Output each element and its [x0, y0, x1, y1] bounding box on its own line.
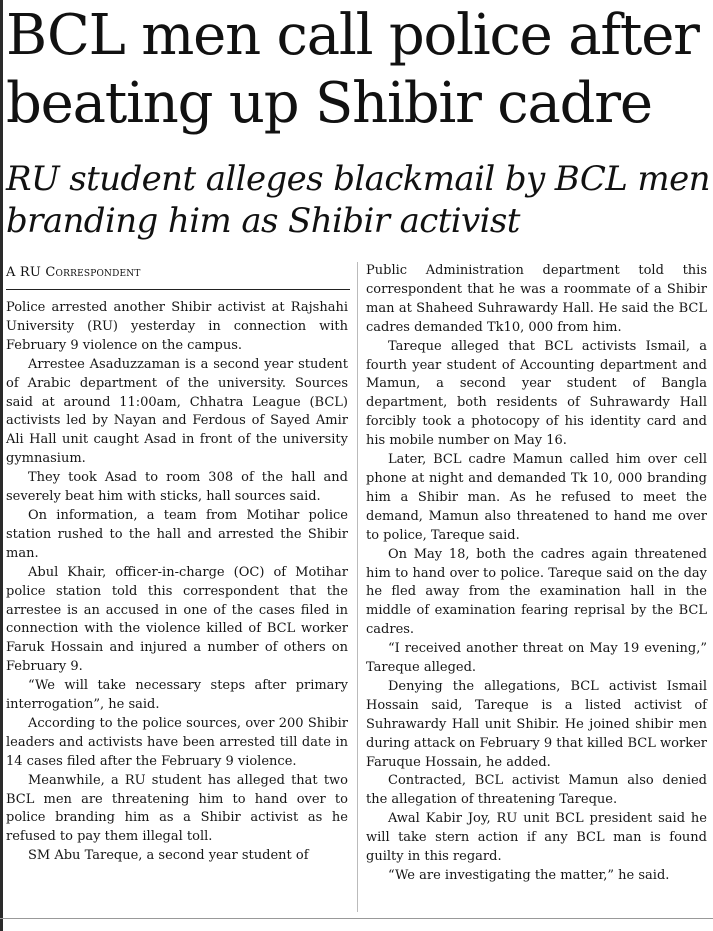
- paragraph: SM Abu Tareque, a second year student of: [28, 848, 309, 864]
- paragraph: Arrestee Asaduzzaman is a second year student of Arabic department of the university. Sources said at around 11:00am, Chhatra League (BCL) activists led by Nayan and Ferdous of Sayed Amir Ali Hall unit caught Asad in front of the university gymnasium.: [6, 356, 348, 467]
- paragraph: On May 18, both the cadres again threatened him to hand over to police. Tareque said on the day he fled away from the examination hall in the middle of examination fearing reprisal by the BCL cadres.: [366, 546, 707, 638]
- page-left-edge: [0, 0, 3, 931]
- byline-rule: [6, 289, 350, 290]
- paragraph: Later, BCL cadre Mamun called him over cell phone at night and demanded Tk 10, 000 branding him a Shibir man. As he refused to meet the demand, Mamun also threatened to hand me over to police, Tareque said.: [366, 452, 707, 543]
- paragraph: Abul Khair, officer-in-charge (OC) of Motihar police station told this correspondent that the arrestee is an accused in one of the cases filed in connection with the violence killed of BCL worker Faruk Hossain and injured a number of others on February 9.: [6, 564, 348, 675]
- headline-line-1: BCL men call police after: [6, 3, 699, 68]
- subheadline-line-2: branding him as Shibir activist: [6, 201, 520, 241]
- paragraph: Police arrested another Shibir activist at Rajshahi University (RU) yesterday in connection with February 9 violence on the campus.: [6, 300, 348, 353]
- paragraph: Tareque alleged that BCL activists Ismail, a fourth year student of Accounting department and Mamun, a second year student of Bangla department, both residents of Suhrawardy Hall forcibly took a photocopy of his identity card and his mobile number on May 16.: [366, 338, 707, 449]
- paragraph: On information, a team from Motihar police station rushed to the hall and arrested the Shibir man.: [6, 507, 348, 561]
- paragraph: Denying the allegations, BCL activist Ismail Hossain said, Tareque is a listed activist of Suhrawardy Hall unit Shibir. He joined shibir men during attack on February 9 that killed BCL worker Faruque Hossain, he added.: [366, 678, 707, 770]
- paragraph: Meanwhile, a RU student has alleged that two BCL men are threatening him to hand over to police branding him as a Shibir activist as he refused to pay them illegal toll.: [6, 772, 348, 845]
- headline: [6, 2, 711, 138]
- article-column-right: [366, 262, 707, 886]
- subheadline: [6, 158, 711, 242]
- paragraph: They took Asad to room 308 of the hall and severely beat him with sticks, hall sources said.: [6, 470, 348, 505]
- article-column-left: [6, 299, 348, 866]
- subheadline-line-1: RU student alleges blackmail by BCL men: [6, 159, 710, 199]
- paragraph: “We are investigating the matter,” he said.: [388, 868, 670, 883]
- paragraph: Awal Kabir Joy, RU unit BCL president said he will take stern action if any BCL man is found guilty in this regard.: [366, 811, 707, 865]
- page-bottom-rule: [0, 918, 713, 919]
- headline-line-2: beating up Shibir cadre: [6, 71, 652, 136]
- paragraph: Contracted, BCL activist Mamun also denied the allegation of threatening Tareque.: [366, 773, 707, 808]
- paragraph: “I received another threat on May 19 evening,” Tareque alleged.: [366, 641, 707, 676]
- paragraph: “We will take necessary steps after primary interrogation”, he said.: [6, 678, 348, 713]
- paragraph: According to the police sources, over 200 Shibir leaders and activists have been arrested till date in 14 cases filed after the February 9 violence.: [6, 715, 348, 769]
- paragraph: Public Administration department told this correspondent that he was a roommate of a Shibir man at Shaheed Suhrawardy Hall. He said the BCL cadres demanded Tk10, 000 from him.: [366, 263, 707, 335]
- byline: A RU Correspondent: [6, 265, 141, 280]
- column-divider: [357, 262, 358, 912]
